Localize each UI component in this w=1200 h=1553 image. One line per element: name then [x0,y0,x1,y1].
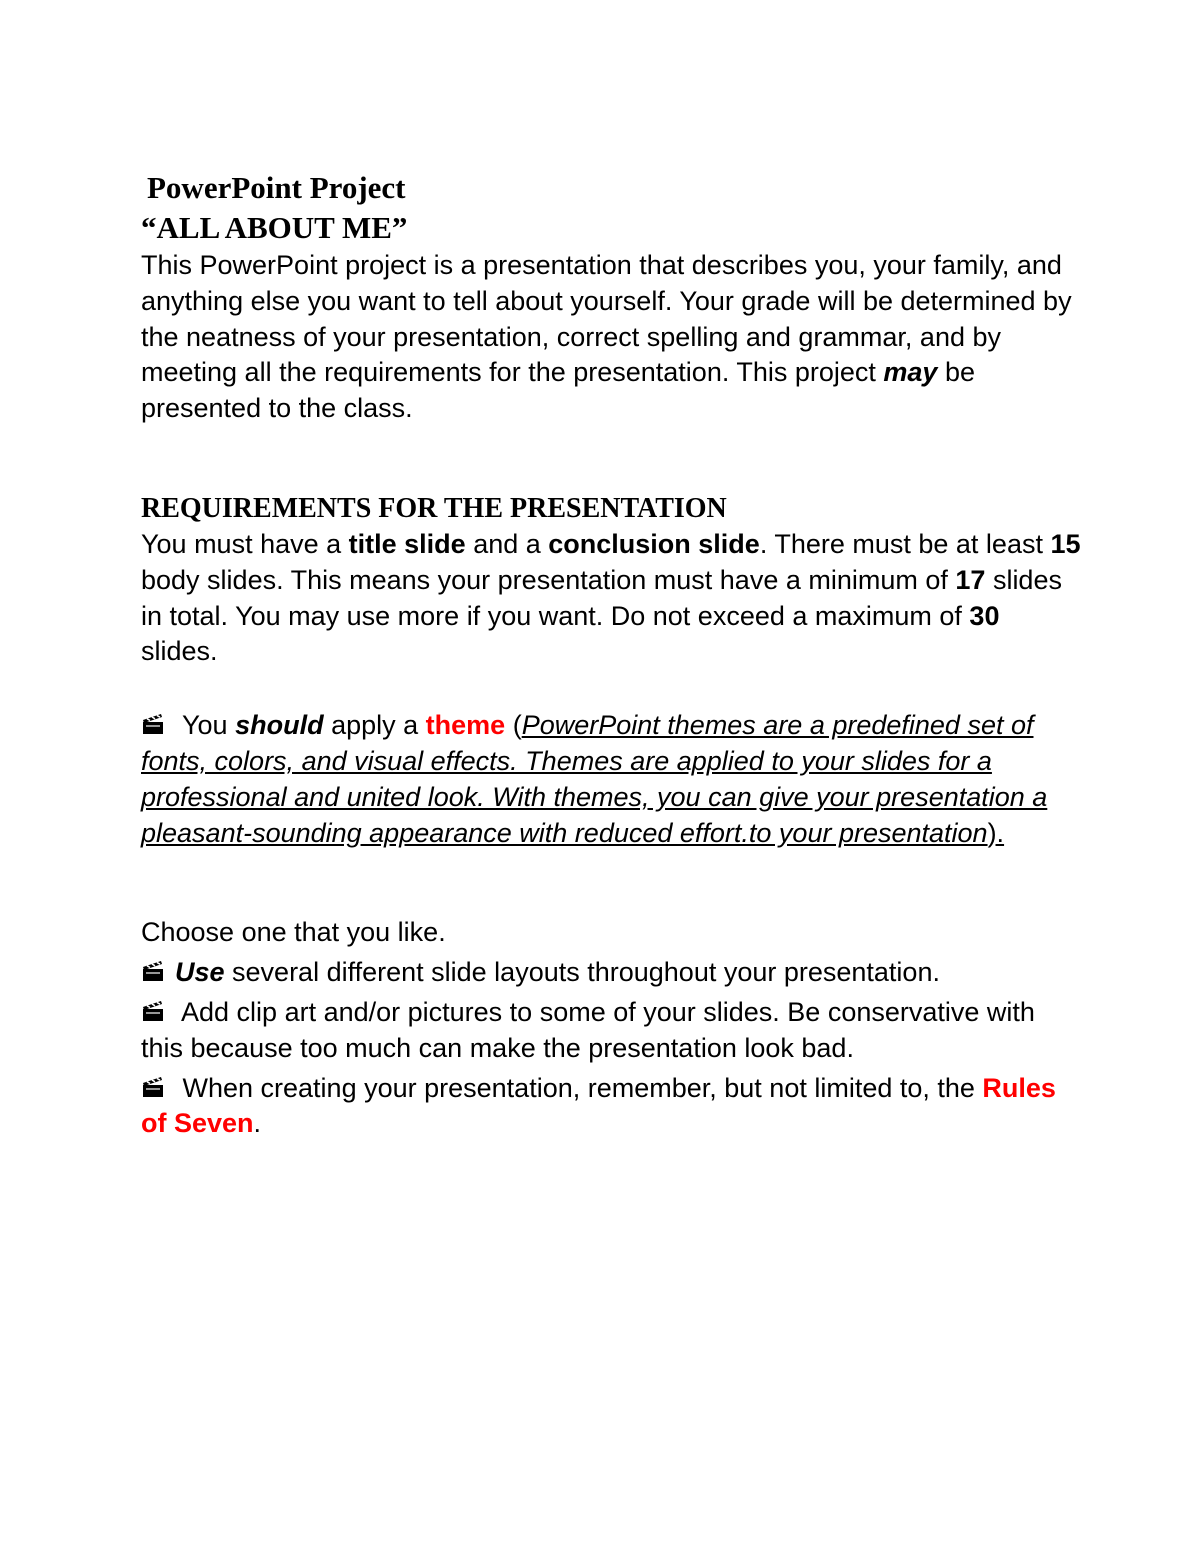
document-page [141,168,1081,1142]
b4-text-b: . [253,1108,262,1139]
b2-use: Use [175,957,225,988]
b3-text: Add clip art and/or pictures to some of your slides. Be conservative with this because too much can make the presentation look bad. [141,996,1035,1063]
bullet-layouts [141,955,1081,991]
clapperboard-icon [141,1075,165,1099]
requirements-paragraph [141,527,1081,670]
b1-should: should [235,710,324,741]
b1-text-d: ). [987,817,1005,848]
intro-paragraph [141,248,1081,427]
req-text-a: You must have a [141,528,349,559]
b1-theme: theme [425,710,506,741]
b1-text-b: apply a [323,710,426,741]
bullet-theme [141,708,1081,851]
req-text-b: and a [465,528,549,559]
b1-text-c: ( [505,710,522,741]
req-min-body: 15 [1050,528,1081,559]
intro-text-1: This PowerPoint project is a presentation that describes you, your family, and anything else you want to tell about yourself. Your grade will be determined by the neatness of your presentation, correct spelling and grammar, and by meeting all the requirements for the presentation. This project [141,250,1072,388]
document-subtitle: “ALL ABOUT ME” [141,210,408,245]
req-max-total: 30 [969,600,1000,631]
intro-text-2: be presented to the class. [141,357,975,424]
clapperboard-icon [141,712,165,736]
req-text-d: body slides. This means your presentation must have a minimum of [141,564,956,595]
req-text-c: . There must be at least [759,528,1051,559]
req-text-f: slides. [141,636,218,667]
theme-definition: PowerPoint themes are a predefined set of fonts, colors, and visual effects. Themes are applied to your slides for a professional and united look. With themes, you can give your presentation a pleasant-sounding appearance with reduced effort.to your presentation [141,710,1048,848]
bullet-clipart [141,995,1081,1067]
rules-of-seven: Rules of Seven [141,1072,1056,1139]
document-title: PowerPoint Project [147,170,406,205]
req-text-e: slides in total. You may use more if you want. Do not exceed a maximum of [141,564,1062,631]
clapperboard-icon [141,959,165,983]
clapperboard-icon [141,999,165,1023]
choose-line: Choose one that you like. [141,917,446,948]
b4-text-a: When creating your presentation, remember, but not limited to, the [175,1072,983,1103]
intro-emphasis: may [883,357,938,388]
b1-text-a: You [175,710,236,741]
req-title-slide: title slide [348,528,466,559]
req-min-total: 17 [955,564,986,595]
requirements-heading: REQUIREMENTS FOR THE PRESENTATION [141,492,727,524]
bullet-rules [141,1071,1081,1143]
b2-text: several different slide layouts throughout your presentation. [224,957,940,988]
req-conclusion-slide: conclusion slide [548,528,760,559]
